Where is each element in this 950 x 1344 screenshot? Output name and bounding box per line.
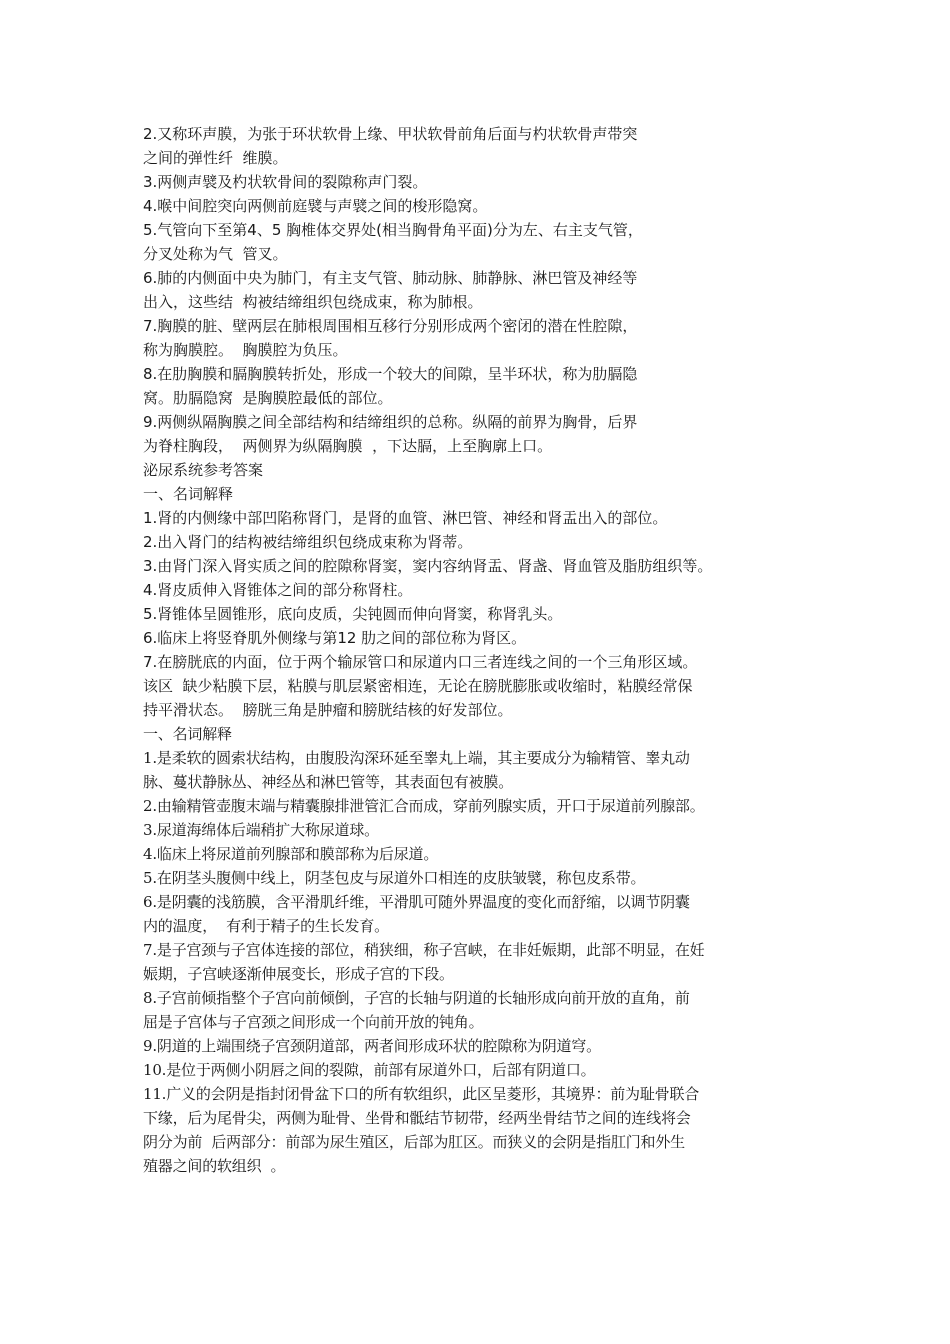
answer-1-renal-hilum: 1.肾的内侧缘中部凹陷称肾门，是肾的血管、淋巴管、神经和肾盂出入的部位。 [143,509,668,527]
answer-10-vaginal-vestibule: 10.是位于两侧小阴唇之间的裂隙，前部有尿道外口，后部有阴道口。 [143,1061,596,1079]
answer-2-ejaculatory-duct: 2.由输精管壶腹末端与精囊腺排泄管汇合而成，穿前列腺实质，开口于尿道前列腺部。 [143,797,705,815]
answer-3-urethral-bulb: 3.尿道海绵体后端稍扩大称尿道球。 [143,821,379,839]
heading-terms-2: 一、名词解释 [143,725,232,743]
answer-7-trigone: 7.在膀胱底的内面，位于两个输尿管口和尿道内口三者连线之间的一个三角形区域。 该区 缺少粘膜下层，粘膜与肌层紧密相连，无论在膀胱膨胀或收缩时，粘膜经常保 持平滑状态。 膀胱三角是肿瘤和膀胱结核的好发部位。 [143,653,698,719]
answer-7-isthmus-uteri: 7.是子宫颈与子宫体连接的部位，稍狭细，称子宫峡，在非妊娠期，此部不明显，在妊 娠期，子宫峡逐渐伸展变长，形成子宫的下段。 [143,941,705,983]
answer-9-vaginal-fornix: 9.阴道的上端围绕子宫颈阴道部，两者间形成环状的腔隙称为阴道穹。 [143,1037,601,1055]
answer-2-vocal-membrane: 2.又称环声膜，为张于环状软骨上缘、甲状软骨前角后面与杓状软骨声带突 之间的弹性纤 维膜。 [143,125,638,167]
answer-4-renal-column: 4.肾皮质伸入肾锥体之间的部分称肾柱。 [143,581,413,599]
section-title-urinary: 泌尿系统参考答案 [143,461,264,479]
answer-9-mediastinum: 9.两侧纵隔胸膜之间全部结构和结缔组织的总称。纵隔的前界为胸骨，后界 为脊柱胸段， 两侧界为纵隔胸膜 ，下达膈，上至胸廓上口。 [143,413,638,455]
answer-8-costodiaphragmatic-recess: 8.在肋胸膜和膈胸膜转折处，形成一个较大的间隙，呈半环状，称为肋膈隐 窝。肋膈隐窝 是胸膜腔最低的部位。 [143,365,638,407]
answer-8-anteversion: 8.子宫前倾指整个子宫向前倾倒，子宫的长轴与阴道的长轴形成向前开放的直角，前 屈是子宫体与子宫颈之间形成一个向前开放的钝角。 [143,989,690,1031]
answer-11-perineum: 11.广义的会阴是指封闭骨盆下口的所有软组织，此区呈菱形，其境界：前为耻骨联合 下缘，后为尾骨尖，两侧为耻骨、坐骨和骶结节韧带，经两坐骨结节之间的连线将会 阴分为前 后两部分：前部为尿生殖区，后部为肛区。而狭义的会阴是指肛门和外生 殖器之间的软组织 。 [143,1085,700,1175]
answer-6-dartos: 6.是阴囊的浅筋膜，含平滑肌纤维，平滑肌可随外界温度的变化而舒缩，以调节阴囊 内的温度， 有利于精子的生长发育。 [143,893,690,935]
answer-6-renal-region: 6.临床上将竖脊肌外侧缘与第12 肋之间的部位称为肾区。 [143,629,527,647]
heading-terms-1: 一、名词解释 [143,485,234,503]
answer-5-renal-papilla: 5.肾锥体呈圆锥形，底向皮质，尖钝圆而伸向肾窦，称肾乳头。 [143,605,563,623]
answer-3-glottis: 3.两侧声襞及杓状软骨间的裂隙称声门裂。 [143,173,428,191]
answer-5-frenulum: 5.在阴茎头腹侧中线上，阴茎包皮与尿道外口相连的皮肤皱襞，称包皮系带。 [143,869,646,887]
answer-3-renal-sinus: 3.由肾门深入肾实质之间的腔隙称肾窦，窦内容纳肾盂、肾盏、肾血管及脂肪组织等。 [143,557,713,575]
answer-7-pleural-cavity: 7.胸膜的脏、壁两层在肺根周围相互移行分别形成两个密闭的潜在性腔隙， 称为胸膜腔。 胸膜腔为负压。 [143,317,638,359]
answer-4-laryngeal-ventricle: 4.喉中间腔突向两侧前庭襞与声襞之间的梭形隐窝。 [143,197,488,215]
answer-2-renal-pedicle: 2.出入肾门的结构被结缔组织包绕成束称为肾蒂。 [143,533,473,551]
answer-6-lung-root: 6.肺的内侧面中央为肺门，有主支气管、肺动脉、肺静脉、淋巴管及神经等 出入，这些结 构被结缔组织包绕成束，称为肺根。 [143,269,638,311]
answer-1-spermatic-cord: 1.是柔软的圆索状结构，由腹股沟深环延至睾丸上端，其主要成分为输精管、睾丸动 脉、蔓状静脉丛、神经丛和淋巴管等，其表面包有被膜。 [143,749,690,791]
answer-5-tracheal-bifurcation: 5.气管向下至第4、5 胸椎体交界处(相当胸骨角平面)分为左、右主支气管， 分叉处称为气 管叉。 [143,221,643,263]
answer-4-posterior-urethra: 4.临床上将尿道前列腺部和膜部称为后尿道。 [143,845,439,863]
